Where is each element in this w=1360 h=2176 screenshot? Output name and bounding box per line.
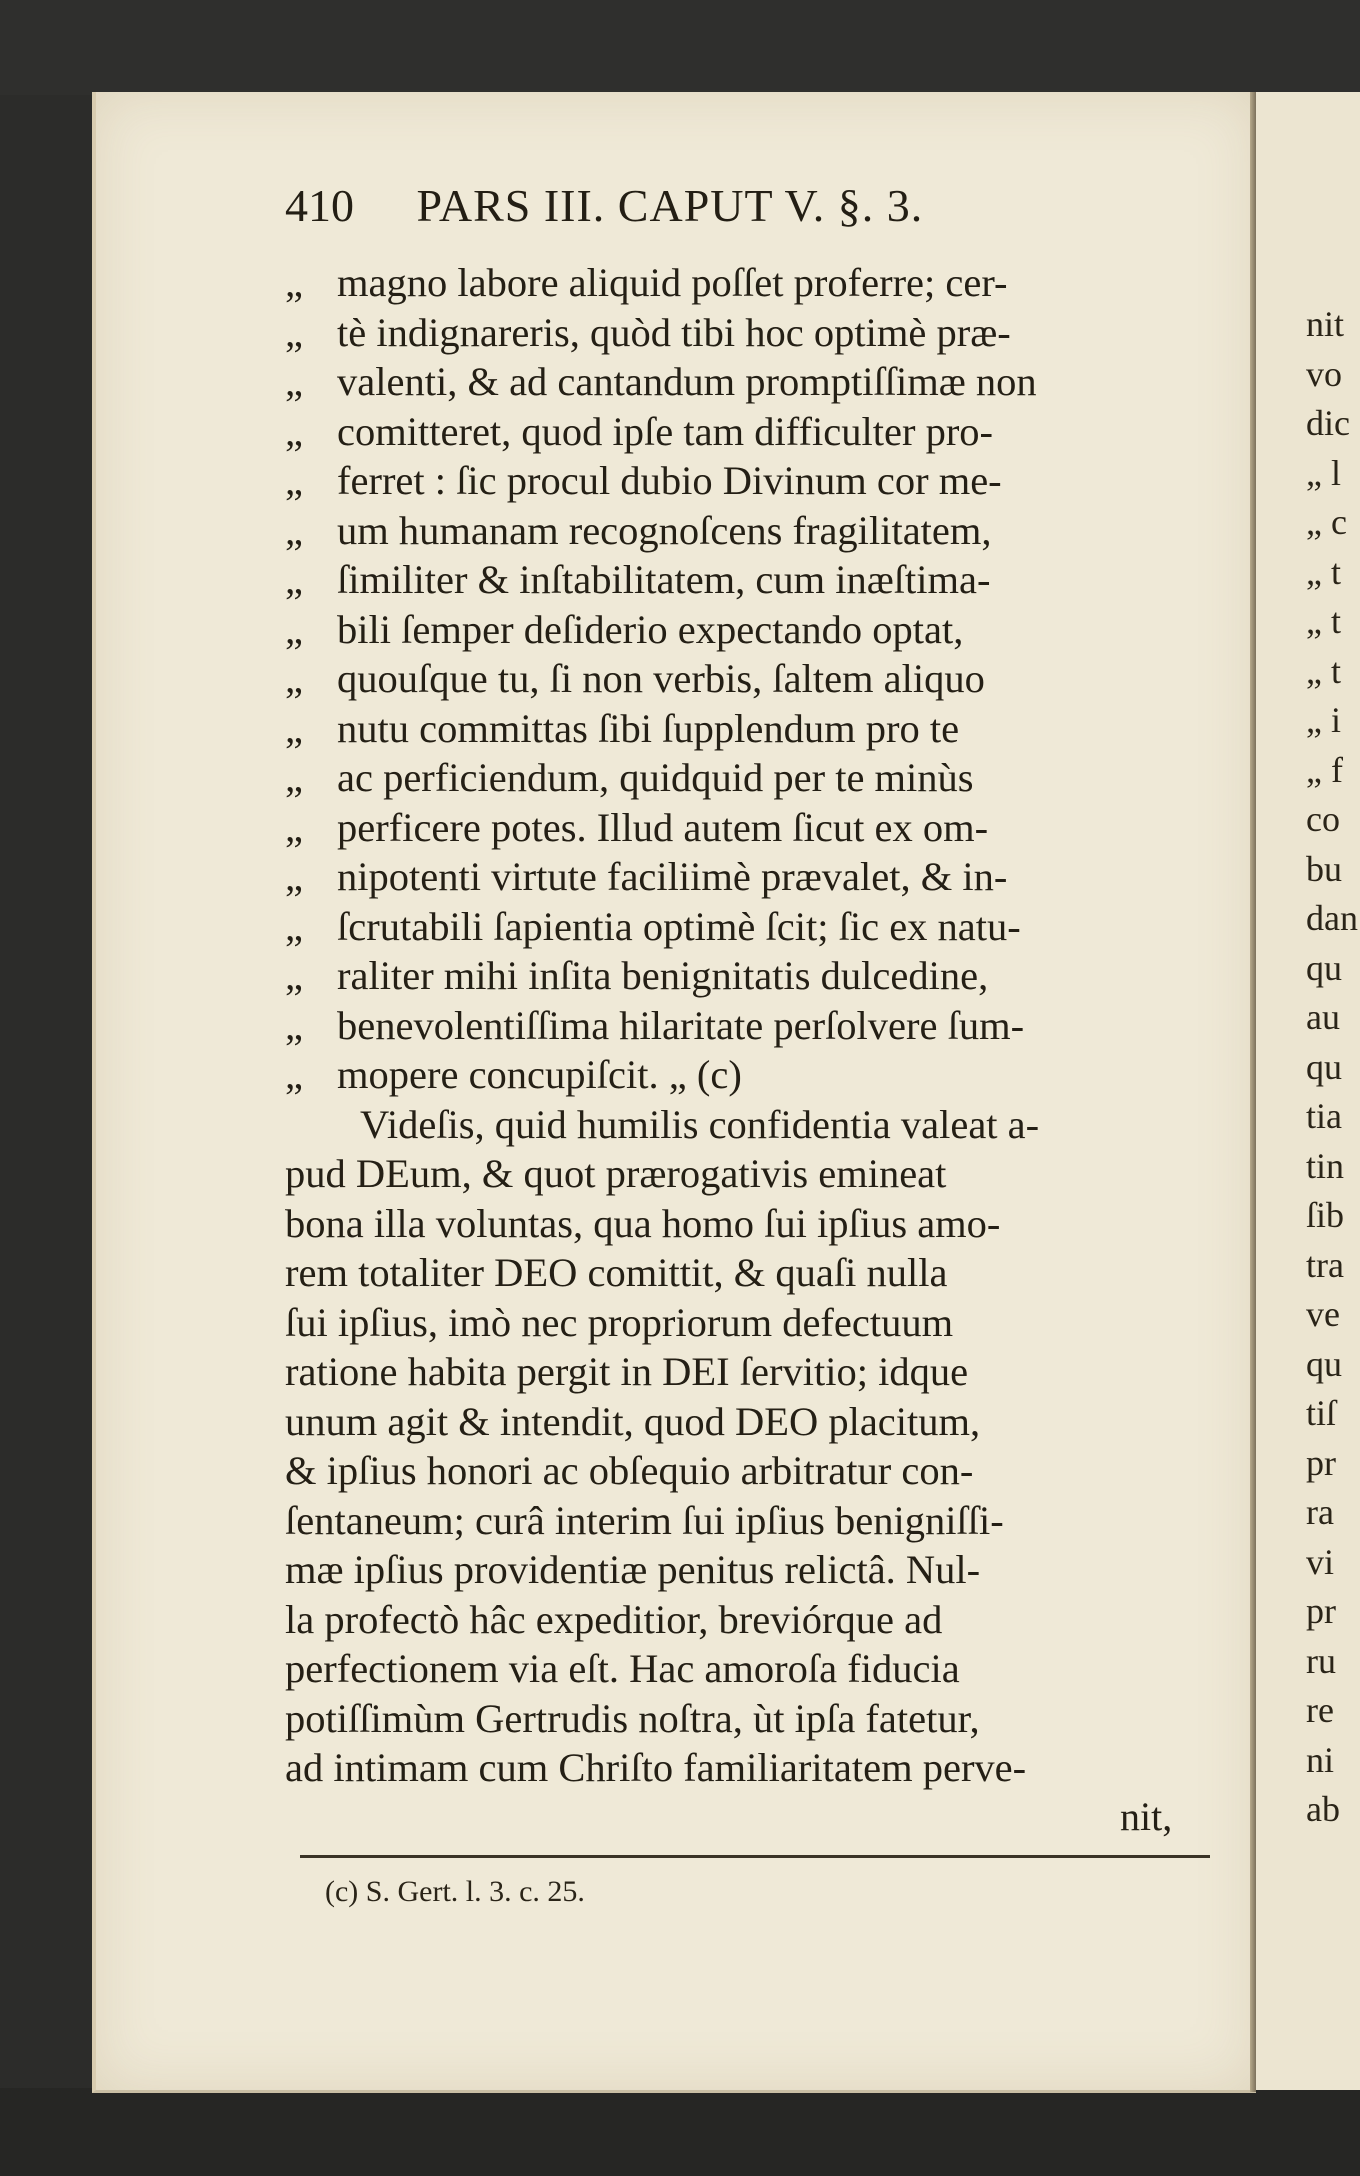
text-line xyxy=(285,407,1220,457)
facing-page-fragment: „ t xyxy=(1306,601,1341,641)
text-line: ratione habita pergit in DEI ſervitio; idque xyxy=(285,1349,969,1394)
facing-page-fragment: tin xyxy=(1306,1145,1345,1186)
text-line xyxy=(285,753,1220,803)
quote-mark: „ xyxy=(285,309,303,355)
text-line xyxy=(285,654,1220,704)
text-line: pud DEum, & quot prærogativis emineat xyxy=(285,1151,947,1196)
running-title: PARS III. CAPUT V. §. 3. xyxy=(416,180,924,231)
facing-page-fragment: pr xyxy=(1306,1591,1336,1631)
text-line xyxy=(285,951,1220,1001)
text-line xyxy=(285,852,1220,902)
quote-mark: „ xyxy=(285,557,303,602)
text-line: ad intimam cum Chriſto familiaritatem perve- xyxy=(285,1745,1027,1790)
text-line xyxy=(285,605,1220,655)
text-line xyxy=(285,902,1220,952)
line-text: ſcrutabili ſapientia optimè ſcit; ſic ex natu- xyxy=(337,903,1021,949)
facing-page-fragment: qu xyxy=(1306,1046,1342,1087)
quote-mark: „ xyxy=(285,458,303,503)
facing-page-fragment: tia xyxy=(1306,1096,1342,1136)
text-line xyxy=(285,308,1220,358)
text-line: Videſis, quid humilis confidentia valeat a- xyxy=(360,1101,1040,1147)
quote-mark: „ xyxy=(285,804,303,850)
page-header xyxy=(285,178,1185,234)
facing-page-fragment: re xyxy=(1306,1690,1334,1730)
text-line: la profectò hâc expeditior, breviórque ad xyxy=(285,1596,943,1642)
facing-page-fragment: ni xyxy=(1306,1739,1335,1780)
facing-page-fragment: „ i xyxy=(1306,700,1341,740)
line-text: bili ſemper deſiderio expectando optat, xyxy=(337,606,964,652)
line-text: comitteret, quod ipſe tam difficulter pro- xyxy=(337,408,994,454)
footnote-rule xyxy=(300,1855,1210,1858)
text-line xyxy=(285,258,1220,308)
text-line xyxy=(285,456,1220,506)
text-line: mæ ipſius providentiæ penitus relictâ. Nul- xyxy=(285,1547,981,1592)
text-line xyxy=(285,357,1220,407)
facing-page-fragment: „ f xyxy=(1306,749,1343,790)
quote-mark: „ xyxy=(285,755,303,800)
facing-page-fragment: qu xyxy=(1306,1343,1342,1384)
facing-page-fragment: vo xyxy=(1306,353,1342,394)
facing-page-fragment: dan xyxy=(1306,898,1358,938)
line-text: valenti, & ad cantandum promptiſſimæ non xyxy=(337,359,1037,404)
text-line: potiſſimùm Gertrudis noſtra, ùt ipſa fatetur, xyxy=(285,1695,980,1741)
facing-page-fragment: „ c xyxy=(1306,502,1347,542)
facing-page-fragment: pr xyxy=(1306,1442,1336,1483)
facing-page-fragment: „ l xyxy=(1306,452,1341,493)
facing-page-fragment: „ t xyxy=(1306,551,1341,592)
text-line: & ipſius honori ac obſequio arbitratur con- xyxy=(285,1448,974,1493)
text-line xyxy=(285,803,1220,853)
line-text: nipotenti virtute faciliimè prævalet, & in- xyxy=(337,854,1008,899)
line-text: ac perficiendum, quidquid per te minùs xyxy=(337,755,974,800)
line-text: quouſque tu, ſi non verbis, ſaltem aliquo xyxy=(337,656,985,701)
quote-mark: „ xyxy=(285,606,303,652)
line-text: ferret : ſic procul dubio Divinum cor me- xyxy=(337,458,1002,503)
line-text: benevolentiſſima hilaritate perſolvere ſum- xyxy=(337,1002,1025,1048)
facing-page-fragment: tiſ xyxy=(1306,1393,1337,1433)
facing-page-fragment: ve xyxy=(1306,1294,1340,1334)
text-line xyxy=(285,1050,1220,1100)
background-top xyxy=(0,0,1360,95)
quote-mark: „ xyxy=(285,903,303,949)
body-text xyxy=(285,258,1220,1793)
facing-page-fragment: vi xyxy=(1306,1541,1335,1582)
text-line: ſentaneum; curâ interim ſui ipſius benigniſſi- xyxy=(285,1497,1004,1543)
text-line: bona illa voluntas, qua homo ſui ipſius amo- xyxy=(285,1200,1001,1246)
line-text: um humanam recognoſcens fragilitatem, xyxy=(337,507,992,553)
text-line: unum agit & intendit, quod DEO placitum, xyxy=(285,1398,981,1444)
quote-mark: „ xyxy=(285,507,303,553)
text-line: ſui ipſius, imò nec propriorum defectuum xyxy=(285,1299,954,1345)
facing-page-fragment: dic xyxy=(1306,403,1350,443)
text-line xyxy=(285,555,1220,605)
facing-page-fragment: tra xyxy=(1306,1244,1344,1285)
facing-page-fragment: „ t xyxy=(1306,650,1341,691)
text-line xyxy=(285,506,1220,556)
quote-mark: „ xyxy=(285,705,303,751)
footnote: (c) S. Gert. l. 3. c. 25. xyxy=(325,1875,585,1908)
quote-mark: „ xyxy=(285,359,303,404)
quote-mark: „ xyxy=(285,1002,303,1048)
text-line xyxy=(285,704,1220,754)
facing-page xyxy=(1256,92,1360,2090)
line-text: magno labore aliquid poſſet proferre; cer- xyxy=(337,260,1008,305)
line-text: raliter mihi inſita benignitatis dulcedine, xyxy=(337,953,989,998)
page-number: 410 xyxy=(285,180,354,231)
background-bottom xyxy=(0,2088,1360,2176)
quote-mark: „ xyxy=(285,260,303,305)
quote-mark: „ xyxy=(285,854,303,899)
text-line: rem totaliter DEO comittit, & quaſi nulla xyxy=(285,1250,948,1295)
facing-page-fragment: ra xyxy=(1306,1492,1334,1532)
line-text: ſimiliter & inſtabilitatem, cum inæſtima- xyxy=(337,557,991,602)
quote-mark: „ xyxy=(285,953,303,998)
text-line xyxy=(285,1001,1220,1051)
facing-page-fragment: bu xyxy=(1306,848,1342,889)
line-text: nutu committas ſibi ſupplendum pro te xyxy=(337,705,960,751)
line-text: mopere concupiſcit. „ (c) xyxy=(337,1052,742,1097)
quoted-block xyxy=(285,258,1220,1100)
facing-page-fragment: au xyxy=(1306,997,1340,1037)
quote-mark: „ xyxy=(285,408,303,454)
facing-page-fragment: ru xyxy=(1306,1640,1336,1681)
line-text: tè indignareris, quòd tibi hoc optimè præ- xyxy=(337,309,1011,355)
facing-page-fragment: qu xyxy=(1306,947,1342,988)
quote-mark: „ xyxy=(285,656,303,701)
text-line: perfectionem via eſt. Hac amoroſa fiducia xyxy=(285,1646,960,1691)
line-text: perficere potes. Illud autem ſicut ex om- xyxy=(337,804,989,850)
catchword: nit, xyxy=(1120,1794,1173,1839)
quote-mark: „ xyxy=(285,1052,303,1097)
facing-page-fragment: co xyxy=(1306,799,1340,839)
paragraph-block xyxy=(285,1100,1220,1793)
facing-page-fragment: ab xyxy=(1306,1789,1340,1829)
facing-page-fragment: nit xyxy=(1306,304,1345,344)
facing-page-fragment: ſib xyxy=(1306,1195,1345,1235)
